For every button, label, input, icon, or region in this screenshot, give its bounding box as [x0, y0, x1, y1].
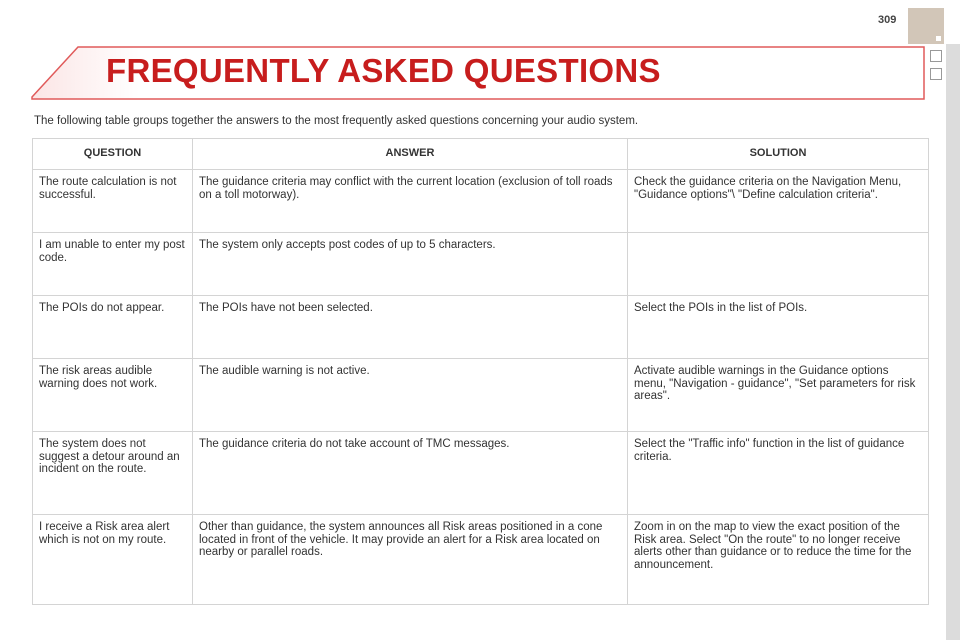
page-title: FREQUENTLY ASKED QUESTIONS [106, 52, 661, 89]
solution-cell [628, 233, 929, 296]
answer-cell: The system only accepts post codes of up to 5 characters. [193, 233, 628, 296]
question-cell: I am unable to enter my post code. [33, 233, 193, 296]
corner-tab-square [936, 36, 941, 41]
solution-cell: Select the POIs in the list of POIs. [628, 296, 929, 359]
table-row [33, 296, 929, 359]
answer-cell: Other than guidance, the system announces all Risk areas positioned in a cone located in front of the vehicle. It may provide an alert for a Risk area located on nearby or parallel roads. [193, 515, 628, 605]
column-header-solution: SOLUTION [628, 139, 929, 170]
intro-text: The following table groups together the answers to the most frequently asked questions concerning your audio system. [34, 115, 639, 127]
question-cell: I receive a Risk area alert which is not on my route. [33, 515, 193, 605]
table-row [33, 170, 929, 233]
solution-cell: Select the "Traffic info" function in the list of guidance criteria. [628, 432, 929, 515]
side-box-2 [930, 68, 942, 80]
solution-cell: Zoom in on the map to view the exact position of the Risk area. Select "On the route" to no longer receive alerts other than guidance or to reduce the time for the announcement. [628, 515, 929, 605]
answer-cell: The guidance criteria may conflict with the current location (exclusion of toll roads on a toll motorway). [193, 170, 628, 233]
question-cell: The risk areas audible warning does not work. [33, 359, 193, 432]
table-header-row [33, 139, 929, 170]
answer-cell: The guidance criteria do not take account of TMC messages. [193, 432, 628, 515]
question-cell: The route calculation is not successful. [33, 170, 193, 233]
table-row [33, 432, 929, 515]
table-row [33, 515, 929, 605]
question-cell: The POIs do not appear. [33, 296, 193, 359]
side-box-1 [930, 50, 942, 62]
answer-cell: The audible warning is not active. [193, 359, 628, 432]
column-header-answer: ANSWER [193, 139, 628, 170]
page-number: 309 [878, 14, 897, 26]
answer-cell: The POIs have not been selected. [193, 296, 628, 359]
side-strip [946, 44, 960, 640]
solution-cell: Activate audible warnings in the Guidance options menu, "Navigation - guidance", "Set parameters for risk areas". [628, 359, 929, 432]
table-row [33, 233, 929, 296]
solution-cell: Check the guidance criteria on the Navigation Menu, "Guidance options"\ "Define calculation criteria". [628, 170, 929, 233]
corner-tab [908, 8, 944, 44]
table-row [33, 359, 929, 432]
column-header-question: QUESTION [33, 139, 193, 170]
question-cell: The system does not suggest a detour around an incident on the route. [33, 432, 193, 515]
faq-table [32, 138, 929, 605]
